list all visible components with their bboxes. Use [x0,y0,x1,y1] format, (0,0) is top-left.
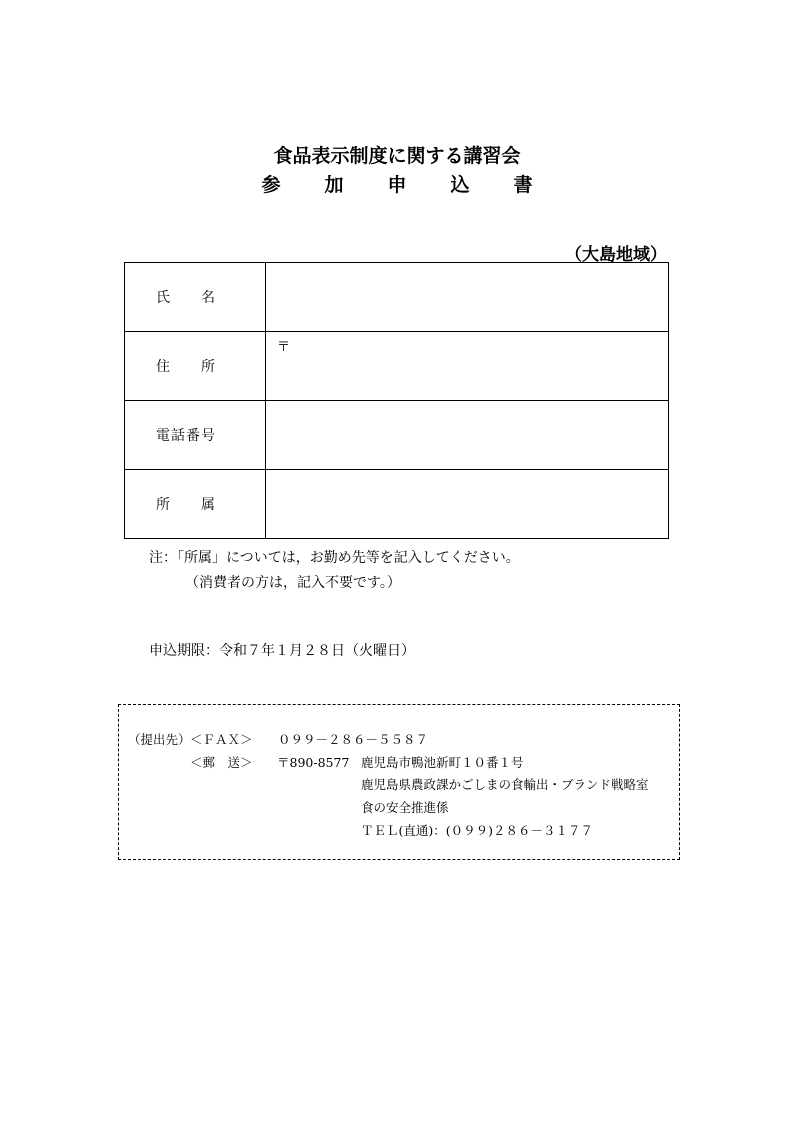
application-form-table [124,262,669,539]
affiliation-label: 所 属 [156,497,216,513]
fax-label: ＜ＦＡＸ＞ [190,732,253,747]
affiliation-label-cell [125,470,266,539]
department-name: 鹿児島県農政課かごしまの食輸出・ブランド戦略室 [361,777,649,792]
form-row-phone [125,401,669,470]
phone-field[interactable] [266,401,669,470]
address-label: 住 所 [156,359,216,375]
fax-number: ０９９－２８６－５５８７ [278,732,429,747]
name-label-cell [125,263,266,332]
form-row-name [125,263,669,332]
submission-info-box [118,704,680,860]
subtitle-char: 書 [513,174,533,196]
phone-label-cell [125,401,266,470]
subtitle-char: 申 [387,174,407,196]
form-row-affiliation [125,470,669,539]
section-name: 食の安全推進係 [361,800,449,815]
region-label: （大島地域） [565,245,667,265]
address-label-cell [125,332,266,401]
name-label: 氏 名 [156,290,216,306]
application-deadline: 申込期限：令和７年１月２８日（火曜日） [149,643,415,659]
postal-code: 〒890-8577 [277,755,350,770]
phone-label: 電話番号 [156,428,216,444]
subtitle-char: 加 [324,174,344,196]
mail-label: ＜郵 送＞ [190,755,253,770]
name-field[interactable] [266,263,669,332]
contact-tel: ＴＥＬ(直通)：(０９９)２８６－３１７７ [361,823,594,838]
page-subtitle [0,170,794,197]
consumer-note: （消費者の方は，記入不要です。） [185,575,401,591]
postal-mark: 〒 [277,340,291,355]
affiliation-note: 注：「所属」については，お勤め先等を記入してください。 [149,550,520,566]
address-field[interactable] [266,332,669,401]
mailing-address: 鹿児島市鴨池新町１０番１号 [361,755,524,770]
submission-prefix: （提出先） [128,732,191,747]
subtitle-char: 込 [450,174,470,196]
subtitle-char: 参 [261,174,281,196]
form-row-address [125,332,669,401]
page-title: 食品表示制度に関する講習会 [273,145,521,167]
affiliation-field[interactable] [266,470,669,539]
